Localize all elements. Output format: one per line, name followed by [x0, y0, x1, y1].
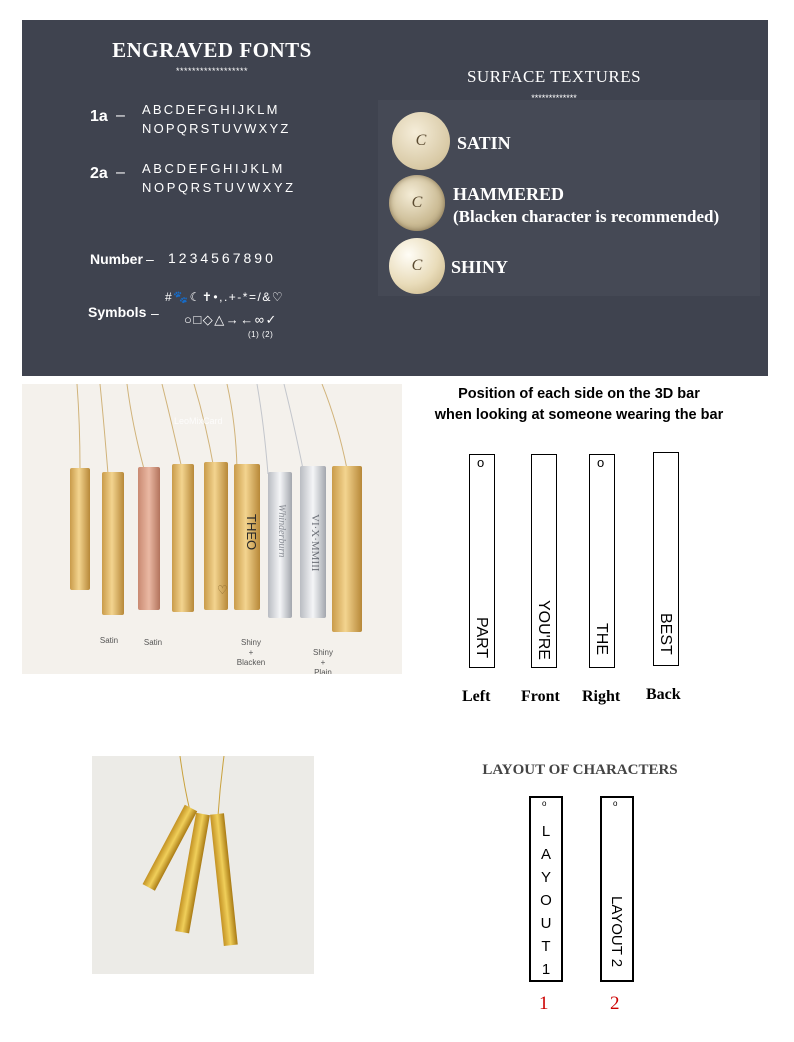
bar-back-text: BEST: [657, 613, 674, 655]
bar-left-text: PART: [473, 617, 490, 659]
engraving-options-panel: [22, 20, 768, 376]
surface-textures-stars: *************: [531, 93, 577, 103]
layout-2-number: 2: [610, 993, 620, 1014]
bar-right-text: THE: [593, 623, 610, 655]
gold-chains: [77, 384, 347, 474]
three-bar-illustration: [92, 756, 314, 974]
font-2a-line1: ABCDEFGHIJKLM: [142, 161, 285, 176]
bar-left: [469, 454, 495, 668]
layout-2-bar: [600, 796, 634, 982]
texture-shiny-label: SHINY: [451, 257, 509, 277]
font-1a-sample: [142, 100, 291, 138]
symbols-note: (1) (2): [248, 330, 274, 339]
font-2a-line2: NOPQRSTUVWXYZ: [142, 180, 296, 195]
position-title-line2: when looking at someone wearing the bar: [434, 407, 724, 423]
bar-right: [589, 454, 615, 668]
side-back-label: Back: [646, 686, 681, 703]
bar-necklaces-illustration: [22, 384, 402, 674]
satin-disc: [392, 112, 450, 170]
symbols-line1: #🐾☾✝•,.+-*=/&♡: [165, 290, 285, 304]
heart-engraving-icon: ♡: [217, 583, 228, 597]
font-2a-dash: –: [116, 164, 125, 181]
silver-chains: [257, 384, 304, 474]
font-1a-line2: NOPQRSTUVWXYZ: [142, 121, 291, 136]
layout-1-bar: [529, 796, 563, 982]
side-front-label: Front: [521, 688, 560, 705]
side-right-label: Right: [582, 688, 621, 705]
layout-1-number: 1: [539, 993, 549, 1014]
engraving-mmiii: VI·X·MMIII: [309, 514, 321, 572]
layout-1-letter: 1: [541, 961, 551, 978]
bar-front-text: YOU'RE: [535, 600, 552, 660]
surface-textures-title: SURFACE TEXTURES: [466, 67, 642, 86]
position-title-line1: Position of each side on the 3D bar: [458, 386, 700, 402]
layout-2-text: LAYOUT 2: [608, 896, 625, 968]
hammered-disc: [389, 175, 445, 231]
bar-gold-brushed: [332, 466, 362, 632]
hammered-disc-letter: C: [411, 194, 423, 211]
number-label: Number: [90, 251, 143, 267]
font-2a-label: 2a: [90, 165, 108, 182]
bar-gold-2: [102, 472, 124, 615]
texture-satin-label: SATIN: [457, 133, 511, 153]
shiny-disc: [389, 238, 445, 294]
layout-2-hole: o: [613, 799, 618, 808]
caption-shiny-blacken: Shiny + Blacken: [236, 638, 266, 667]
font-2a-sample: [142, 159, 296, 197]
symbols-label: Symbols: [88, 304, 147, 320]
font-1a-dash: –: [116, 107, 125, 124]
engraving-theo: THEO: [244, 514, 259, 551]
layout-1-letter: T: [541, 938, 551, 955]
layout-1-letter: A: [540, 846, 551, 863]
symbols-line2: ○□◇△→←∞✓: [184, 312, 278, 327]
bar-right-hole: o: [597, 455, 605, 470]
layout-1-letter: U: [540, 915, 552, 932]
bar-gold-1: [70, 468, 90, 590]
shiny-disc-letter: C: [411, 257, 423, 274]
layout-1-letter: O: [540, 892, 552, 909]
side-left-label: Left: [462, 688, 491, 705]
texture-hammered-note: (Blacken character is recommended): [453, 207, 720, 226]
satin-disc-letter: C: [415, 132, 427, 149]
bar-front: [531, 454, 557, 668]
font-1a-label: 1a: [90, 108, 108, 125]
caption-satin-1: Satin: [99, 636, 119, 645]
bar-back: [653, 452, 679, 666]
layout-title: LAYOUT OF CHARACTERS: [482, 762, 678, 778]
caption-shiny-plain: Shiny + Plain: [312, 648, 333, 674]
engraved-fonts-stars: ******************: [175, 66, 249, 76]
layout-1-letters: [531, 820, 561, 981]
three-bar-necklace-photo: [92, 756, 314, 974]
layout-1-letter: L: [541, 823, 551, 840]
bar-necklaces-photo: [22, 384, 402, 674]
watermark: LeoMixCard: [174, 416, 223, 426]
engraving-script: Whinderburn: [276, 504, 287, 558]
number-dash: –: [146, 251, 154, 267]
layout-1-letter: Y: [540, 869, 551, 886]
font-1a-line1: ABCDEFGHIJKLM: [142, 102, 280, 117]
bar-rose-gold: [138, 467, 160, 610]
number-sample: 1234567890: [168, 250, 276, 266]
bar-left-hole: o: [477, 455, 485, 470]
layout-1-hole: o: [542, 799, 547, 808]
position-title: [404, 386, 754, 423]
caption-satin-2: Satin: [143, 638, 163, 647]
pendant-bar-3: [210, 813, 238, 946]
texture-hammered-label: HAMMERED: [453, 184, 564, 204]
bar-gold-3: [172, 464, 194, 612]
symbols-dash: –: [151, 305, 159, 321]
engraved-fonts-title: ENGRAVED FONTS: [112, 38, 312, 62]
